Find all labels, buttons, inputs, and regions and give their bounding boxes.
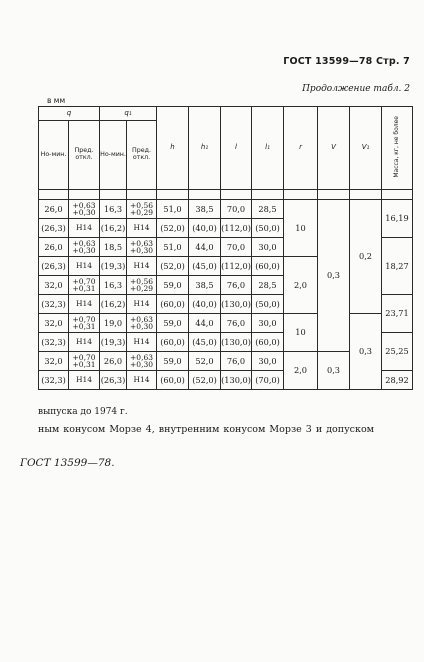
mass-header-text: Масса, кг, не более	[392, 115, 400, 178]
cell-h: (52,0)	[157, 219, 189, 238]
cell-h1: (52,0)	[189, 371, 221, 390]
cell-h1: 44,0	[189, 238, 221, 257]
page-header: ГОСТ 13599—78 Стр. 7	[283, 56, 410, 67]
cell-h: 59,0	[157, 314, 189, 333]
subcol-q1-deviation: Пред. откл.	[127, 121, 157, 190]
cell-q-nom: 32,0	[39, 352, 69, 371]
cell-q-dev: +0,63 +0,30	[69, 200, 100, 219]
subcol-q1-nominal: Но-мин.	[100, 121, 127, 190]
cell-h: (60,0)	[157, 371, 189, 390]
col-l: l	[221, 107, 252, 190]
cell-l1: 30,0	[252, 352, 284, 371]
cell-mass: 23,71	[382, 295, 413, 333]
footer-line-2: ным конусом Морзе 4, внутренним конусом Морзе 3 и допуском	[38, 424, 375, 435]
cell-l1: (50,0)	[252, 295, 284, 314]
cell-h: 51,0	[157, 200, 189, 219]
cell-V1: 0,2	[350, 200, 382, 314]
footer-line-3: ГОСТ 13599—78.	[20, 457, 115, 469]
cell-q-dev: H14	[69, 295, 100, 314]
cell-q1-dev: H14	[127, 333, 157, 352]
cell-q1-nom: 26,0	[100, 352, 127, 371]
cell-l: 70,0	[221, 238, 252, 257]
cell-q-nom: 32,0	[39, 314, 69, 333]
cell-l1: 28,5	[252, 276, 284, 295]
cell-h: (52,0)	[157, 257, 189, 276]
cell-l: 70,0	[221, 200, 252, 219]
cell-l: (130,0)	[221, 333, 252, 352]
cell-mass: 16,19	[382, 200, 413, 238]
cell-l1: (70,0)	[252, 371, 284, 390]
col-mass	[382, 107, 413, 190]
cell-h: (60,0)	[157, 333, 189, 352]
cell-q-dev: +0,70 +0,31	[69, 276, 100, 295]
cell-h: (60,0)	[157, 295, 189, 314]
cell-q-nom: (26,3)	[39, 257, 69, 276]
table-row	[39, 314, 413, 333]
col-l1: l₁	[252, 107, 284, 190]
cell-l1: (60,0)	[252, 257, 284, 276]
subcol-q-nominal: Но-мин.	[39, 121, 69, 190]
cell-q1-nom: 18,5	[100, 238, 127, 257]
cell-q1-dev: +0,56 +0,29	[127, 276, 157, 295]
cell-l1: 30,0	[252, 238, 284, 257]
cell-h1: (45,0)	[189, 257, 221, 276]
cell-q-dev: H14	[69, 371, 100, 390]
cell-q-nom: (32,3)	[39, 371, 69, 390]
cell-l: (130,0)	[221, 371, 252, 390]
cell-h1: 38,5	[189, 276, 221, 295]
cell-V: 0,3	[318, 200, 350, 352]
cell-q1-nom: (19,3)	[100, 333, 127, 352]
dimensions-table	[38, 106, 413, 390]
cell-q-dev: H14	[69, 333, 100, 352]
cell-q1-nom: (19,3)	[100, 257, 127, 276]
cell-l: 76,0	[221, 276, 252, 295]
cell-h1: 38,5	[189, 200, 221, 219]
cell-h1: (45,0)	[189, 333, 221, 352]
cell-q1-dev: H14	[127, 257, 157, 276]
cell-l1: (50,0)	[252, 219, 284, 238]
table-continuation-label: Продолжение табл. 2	[302, 84, 410, 94]
cell-q1-dev: H14	[127, 371, 157, 390]
col-q1: q₁	[100, 107, 157, 121]
cell-h: 51,0	[157, 238, 189, 257]
cell-q1-nom: (16,2)	[100, 295, 127, 314]
cell-mass: 25,25	[382, 333, 413, 371]
cell-h1: (40,0)	[189, 295, 221, 314]
cell-h1: (40,0)	[189, 219, 221, 238]
subcol-q-deviation: Пред. откл.	[69, 121, 100, 190]
cell-mass: 28,92	[382, 371, 413, 390]
cell-l: (112,0)	[221, 219, 252, 238]
cell-q-dev: H14	[69, 257, 100, 276]
cell-q-nom: (32,3)	[39, 333, 69, 352]
col-V1: V₁	[350, 107, 382, 190]
cell-q-dev: +0,70 +0,31	[69, 314, 100, 333]
cell-l: (130,0)	[221, 295, 252, 314]
cell-q-nom: 26,0	[39, 200, 69, 219]
cell-r: 2,0	[284, 352, 318, 390]
footer-line-1: выпуска до 1974 г.	[38, 407, 128, 417]
cell-q-dev: +0,63 +0,30	[69, 238, 100, 257]
col-h: h	[157, 107, 189, 190]
cell-h: 59,0	[157, 276, 189, 295]
cell-q1-dev: +0,63 +0,30	[127, 352, 157, 371]
units-label: в мм	[47, 96, 66, 105]
cell-V: 0,3	[318, 352, 350, 390]
cell-q1-nom: 16,3	[100, 200, 127, 219]
cell-l: (112,0)	[221, 257, 252, 276]
cell-q-nom: 32,0	[39, 276, 69, 295]
col-q: q	[39, 107, 100, 121]
col-h1: h₁	[189, 107, 221, 190]
cell-r: 10	[284, 314, 318, 352]
cell-q1-dev: +0,63 +0,30	[127, 238, 157, 257]
cell-h1: 44,0	[189, 314, 221, 333]
cell-V1: 0,3	[350, 314, 382, 390]
cell-q1-nom: (26,3)	[100, 371, 127, 390]
cell-l: 76,0	[221, 314, 252, 333]
cell-q-dev: H14	[69, 219, 100, 238]
cell-q-nom: 26,0	[39, 238, 69, 257]
cell-q-nom: (32,3)	[39, 295, 69, 314]
cell-r: 2,0	[284, 257, 318, 314]
cell-l1: 30,0	[252, 314, 284, 333]
col-V: V	[318, 107, 350, 190]
cell-q-nom: (26,3)	[39, 219, 69, 238]
cell-l1: (60,0)	[252, 333, 284, 352]
cell-h: 59,0	[157, 352, 189, 371]
cell-q1-dev: H14	[127, 295, 157, 314]
cell-q1-nom: (16,2)	[100, 219, 127, 238]
cell-mass: 18,27	[382, 238, 413, 295]
col-r: r	[284, 107, 318, 190]
cell-q-dev: +0,70 +0,31	[69, 352, 100, 371]
cell-l1: 28,5	[252, 200, 284, 219]
cell-q1-dev: +0,56 +0,29	[127, 200, 157, 219]
cell-l: 76,0	[221, 352, 252, 371]
cell-h1: 52,0	[189, 352, 221, 371]
cell-q1-nom: 16,3	[100, 276, 127, 295]
cell-r: 10	[284, 200, 318, 257]
cell-q1-dev: H14	[127, 219, 157, 238]
table-row	[39, 200, 413, 219]
cell-q1-dev: +0,63 +0,30	[127, 314, 157, 333]
cell-q1-nom: 19,0	[100, 314, 127, 333]
